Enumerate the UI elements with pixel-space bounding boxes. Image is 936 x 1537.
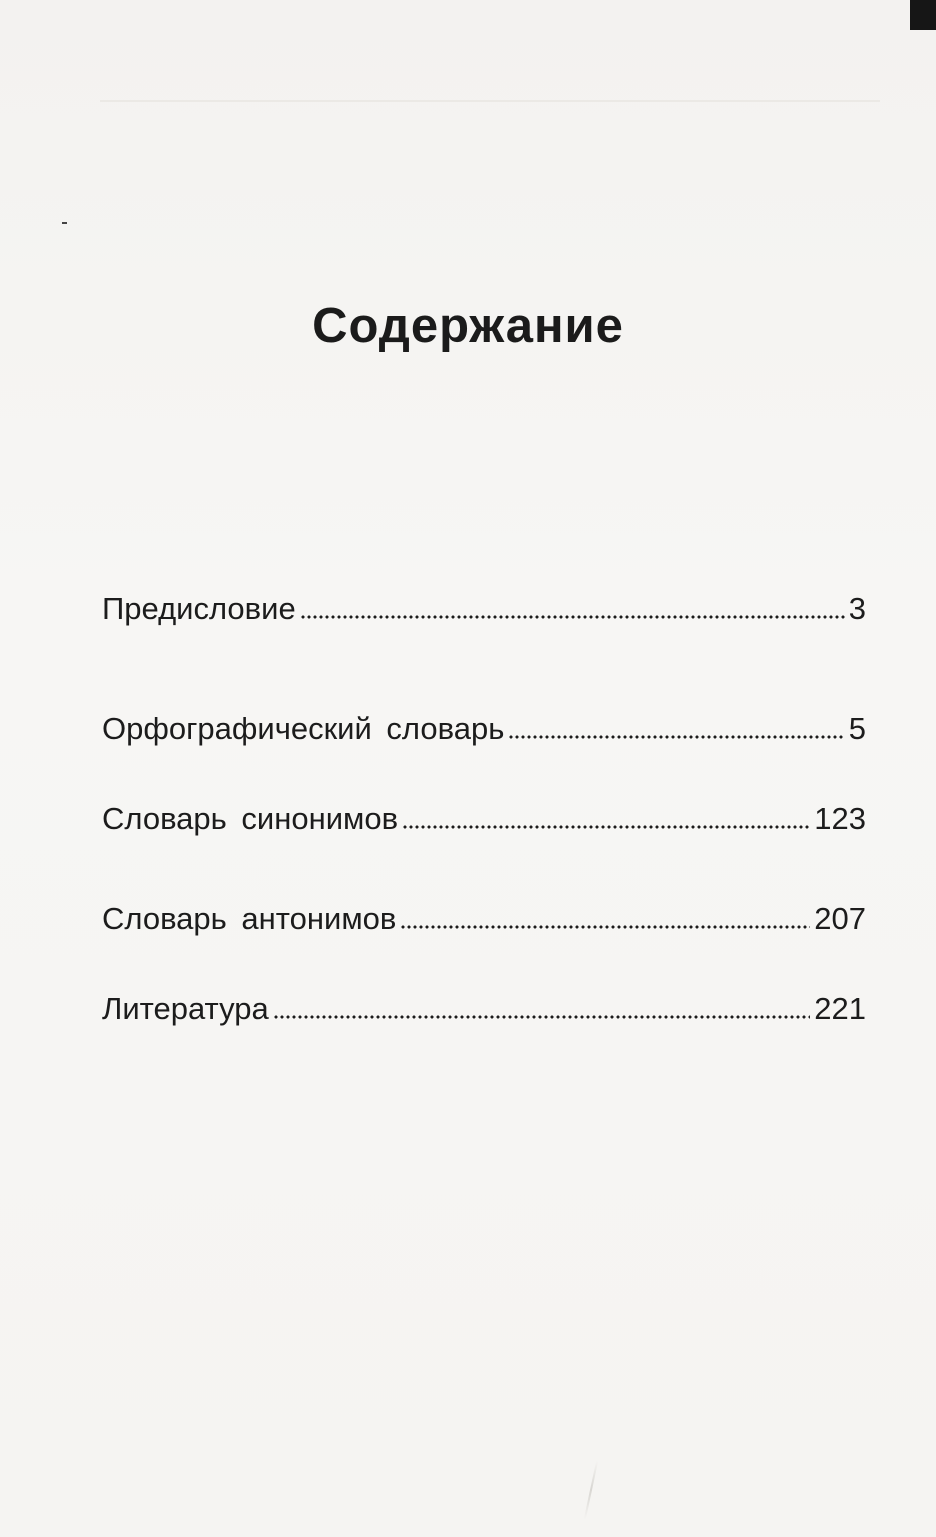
toc-dot-leader: [273, 1014, 811, 1020]
page-title: Содержание: [312, 299, 624, 353]
toc-entry-antonyms-dictionary[interactable]: [102, 890, 866, 934]
ink-speck: [62, 222, 67, 224]
header-band: [100, 70, 880, 102]
toc-entry-page: 207: [814, 901, 866, 936]
toc-dot-leader: [508, 734, 844, 740]
toc-entry-page: 5: [848, 711, 866, 746]
toc-entry-label: Словарь антонимов: [102, 901, 397, 936]
paper-crease: [584, 1460, 598, 1519]
toc-entry-label: Словарь синонимов: [102, 801, 399, 836]
toc-entry-label: Литература: [102, 991, 269, 1026]
toc-entry-synonyms-dictionary[interactable]: [102, 790, 866, 834]
toc-entry-spelling-dictionary[interactable]: [102, 700, 866, 744]
toc-entry-page: 221: [814, 991, 866, 1026]
toc-entry-label: Предисловие: [102, 591, 296, 626]
toc-dot-leader: [402, 824, 810, 830]
corner-mark: [910, 0, 936, 30]
toc-entry-preface[interactable]: [102, 580, 866, 624]
toc-entry-label: Орфографический словарь: [102, 711, 505, 746]
toc-dot-leader: [300, 614, 845, 620]
toc-dot-leader: [400, 924, 810, 930]
toc-entry-page: 123: [814, 801, 866, 836]
toc-entry-literature[interactable]: [102, 980, 866, 1024]
toc-entry-page: 3: [848, 591, 866, 626]
